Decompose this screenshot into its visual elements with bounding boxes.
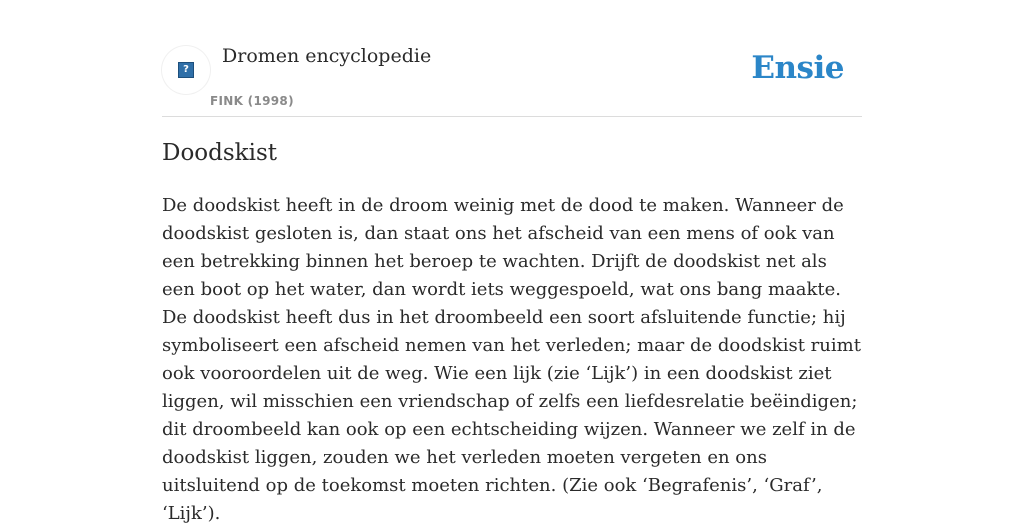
- entry-body: De doodskist heeft in de droom weinig met de dood te maken. Wanneer de doodskist gesloten is, dan staat ons het afscheid van een mens of ook van een betrekking binnen het beroep te wachten. Drijft de doodskist net als een boot op het water, dan wordt iets weggespoeld, wat ons bang maakte. De doodskist heeft dus in het droombeeld een soort afsluitende functie; hij symboliseert een afscheid nemen van het verleden; maar de doodskist ruimt ook vooroordelen uit de weg. Wie een lijk (zie ‘Lijk’) in een doodskist ziet liggen, wil misschien een vriendschap of zelfs een liefdesrelatie beëindigen; dit droombeeld kan ook op een echtscheiding wijzen. Wanneer we zelf in de doodskist liggen, zouden we het verleden moeten vergeten en ons uitsluitend op de toekomst moeten richten. (Zie ook ‘Begrafenis’, ‘Graf’, ‘Lijk’).: [162, 195, 861, 524]
- entry-title: Doodskist: [162, 140, 277, 166]
- source-title[interactable]: Dromen encyclopedie: [222, 45, 432, 67]
- book-glyph: ?: [178, 62, 194, 78]
- entry-card: [162, 0, 862, 524]
- source-meta: FINK (1998): [210, 94, 294, 108]
- book-cover-icon[interactable]: [162, 46, 210, 94]
- ensie-logo[interactable]: Ensie: [751, 50, 844, 86]
- source-header: [162, 0, 862, 117]
